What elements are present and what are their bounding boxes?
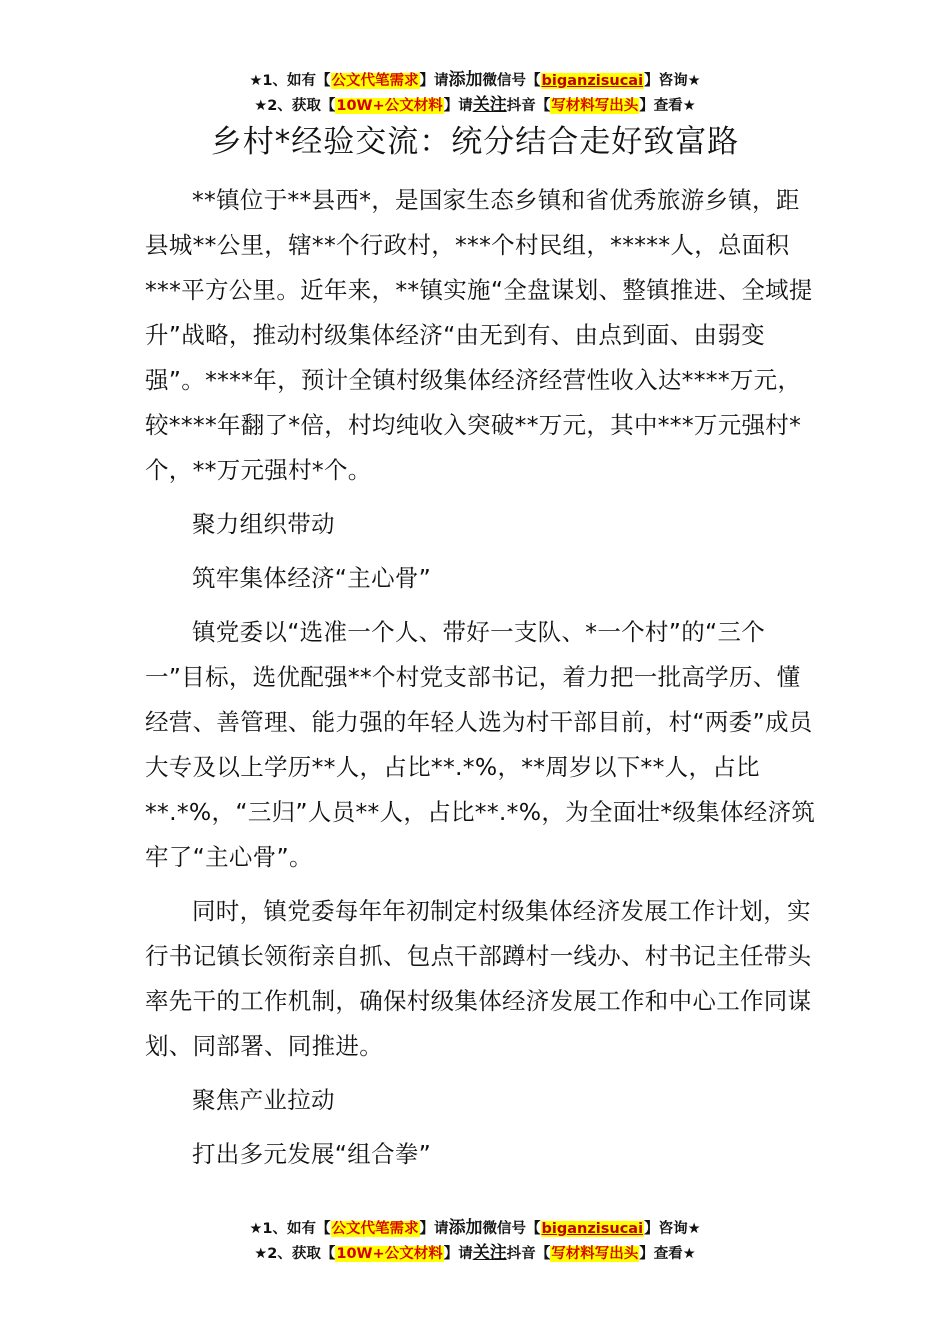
highlight-wechat-id: biganzisucai	[541, 73, 644, 89]
promo-text: 】咨询★	[644, 73, 701, 89]
highlight-wechat-id: biganzisucai	[541, 1221, 644, 1237]
promo-line-1	[0, 68, 950, 93]
section-subheading-2: 打出多元发展“组合拳”	[192, 1140, 432, 1168]
promo-text: 】查看★	[639, 98, 696, 114]
promo-text: 微信号【	[482, 73, 541, 89]
promo-text: ★2、获取【	[254, 1246, 336, 1262]
highlight-douyin: 写材料写出头	[551, 98, 639, 114]
paragraph-organization: 镇党委以“选准一个人、带好一支队、*一个村”的“三个一”目标，选优配强**个村党支部书记，着力把一批高学历、懂经营、善管理、能力强的年轻人选为村干部目前，村“两委”成员大专及以上学历**人，占比**.*%，**周岁以下**人，占比**.*%，“三归”人员**人，占比**.*%，为全面壮*级集体经济筑牢了“主心骨”。	[145, 618, 816, 871]
highlight-materials: 10W+公文材料	[336, 98, 443, 114]
promo-text: ★1、如有【	[249, 73, 331, 89]
promo-emphasis: 关注	[472, 1243, 507, 1263]
promo-line-2	[0, 93, 950, 118]
highlight-douyin: 写材料写出头	[551, 1246, 639, 1262]
promo-banner-top	[0, 68, 950, 118]
promo-line-1	[0, 1216, 950, 1241]
highlight-service: 公文代笔需求	[331, 1221, 419, 1237]
promo-text: ★2、获取【	[254, 98, 336, 114]
section-subheading-1: 筑牢集体经济“主心骨”	[192, 564, 432, 592]
promo-emphasis: 添加	[448, 1218, 483, 1238]
promo-text: 】请	[443, 98, 473, 114]
highlight-service: 公文代笔需求	[331, 73, 419, 89]
promo-text: 】请	[419, 1221, 449, 1237]
promo-text: 】请	[419, 73, 449, 89]
promo-text: 】请	[443, 1246, 473, 1262]
promo-text: 微信号【	[482, 1221, 541, 1237]
section-heading-1: 聚力组织带动	[192, 510, 335, 538]
promo-text: 】查看★	[639, 1246, 696, 1262]
paragraph-intro: **镇位于**县西*，是国家生态乡镇和省优秀旅游乡镇，距县城**公里，辖**个行政村，***个村民组，*****人，总面积***平方公里。近年来，**镇实施“全盘谋划、整镇推进、全域提升”战略，推动村级集体经济“由无到有、由点到面、由弱变强”。****年，预计全镇村级集体经济经营性收入达****万元，较****年翻了*倍，村均纯收入突破**万元，其中***万元强村*个，**万元强村*个。	[145, 186, 813, 484]
promo-emphasis: 添加	[448, 70, 483, 90]
document-title: 乡村*经验交流：统分结合走好致富路	[210, 124, 740, 160]
promo-text: 抖音【	[506, 1246, 551, 1262]
document-body	[145, 178, 817, 1186]
promo-emphasis: 关注	[472, 95, 507, 115]
promo-text: 抖音【	[506, 98, 551, 114]
paragraph-mechanism: 同时，镇党委每年年初制定村级集体经济发展工作计划，实行书记镇长领衔亲自抓、包点干部蹲村一线办、村书记主任带头率先干的工作机制，确保村级集体经济发展工作和中心工作同谋划、同部署、同推进。	[145, 897, 812, 1060]
promo-line-2	[0, 1241, 950, 1266]
promo-banner-bottom	[0, 1216, 950, 1266]
highlight-materials: 10W+公文材料	[336, 1246, 443, 1262]
promo-text: 】咨询★	[644, 1221, 701, 1237]
section-heading-2: 聚焦产业拉动	[192, 1086, 335, 1114]
promo-text: ★1、如有【	[249, 1221, 331, 1237]
